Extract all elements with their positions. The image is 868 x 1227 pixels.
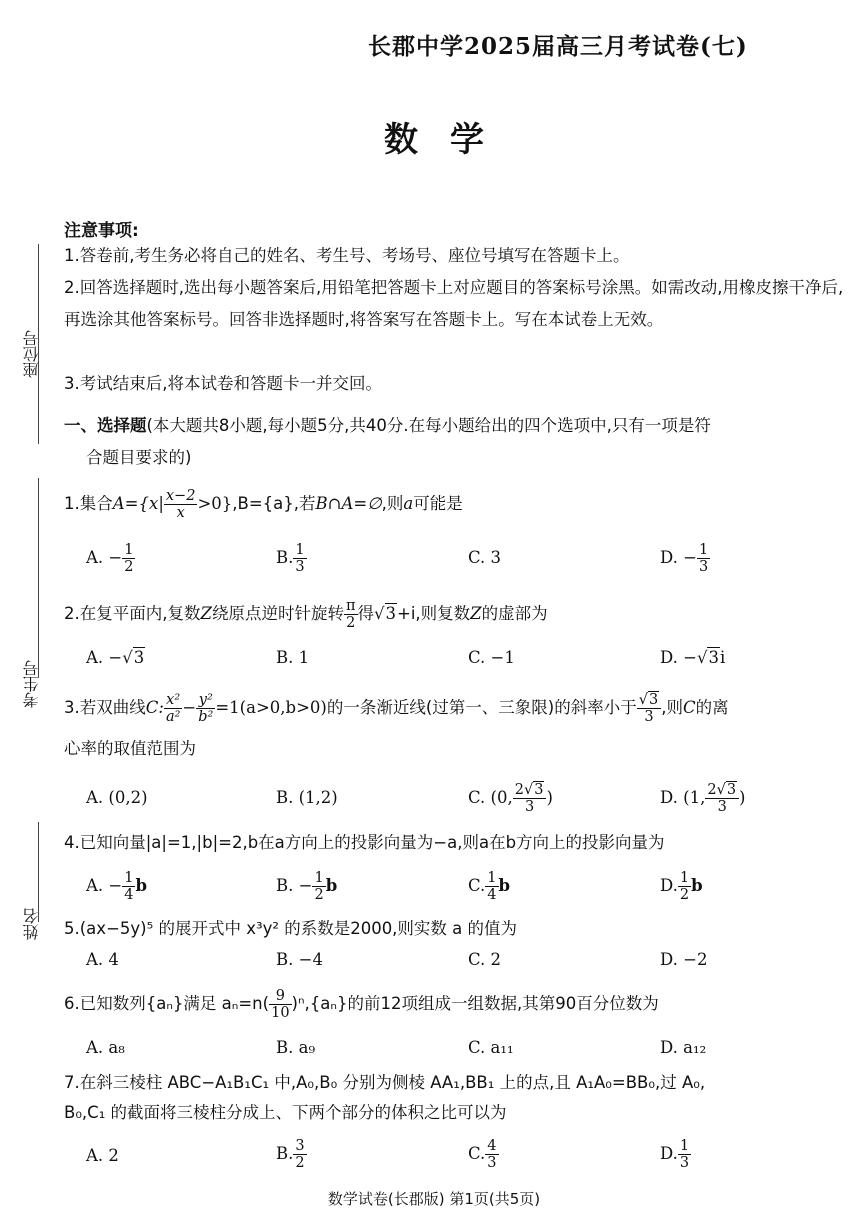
coefficient: 2 (707, 782, 717, 798)
fraction-denominator: 3 (524, 799, 535, 815)
fraction-numerator: x−2 (165, 488, 196, 504)
fraction (485, 1138, 498, 1171)
radicand: 3 (726, 782, 737, 798)
option-b[interactable]: B. a₉ (276, 1038, 316, 1057)
fraction-denominator: b² (198, 709, 214, 725)
question-7-line-2: B₀,C₁ 的截面将三棱柱分成上、下两个部分的体积之比可以为 (64, 1103, 507, 1122)
fraction-denominator: 3 (487, 1155, 497, 1171)
option-b[interactable] (276, 788, 338, 807)
question-text: 的虚部为 (481, 604, 548, 623)
question-4 (64, 828, 860, 858)
fraction-numerator: x² (164, 692, 182, 709)
fraction-denominator: 3 (717, 799, 727, 815)
fraction-denominator: 2 (295, 1155, 305, 1171)
question-number: 1. (64, 494, 80, 513)
fraction-numerator: 1 (679, 870, 690, 886)
question-text: 的一条渐近线(过第一、三象限)的斜率小于 (326, 698, 637, 717)
interval-close: ) (739, 788, 746, 807)
notice-item-2: 2.回答选择题时,选出每小题答案后,用铅笔把答题卡上对应题目的答案标号涂黑。如需改动,用橡皮擦干净后,再选涂其他答案标号。回答非选择题时,将答案写在答题卡上。写在本试卷上无效。 (64, 278, 844, 329)
sign: − (683, 648, 697, 667)
option-d[interactable]: D. a₁₂ (660, 1038, 707, 1057)
option-d[interactable] (660, 648, 725, 667)
option-label: C. (468, 788, 486, 807)
radicand: 3 (708, 648, 719, 667)
option-label: C. (468, 1144, 486, 1163)
fraction-denominator: x (176, 505, 185, 521)
fraction-denominator: 3 (679, 1155, 690, 1171)
name-label: 姓名 (22, 908, 41, 940)
fraction-denominator: 10 (271, 1005, 290, 1021)
sign: − (108, 648, 123, 667)
option-a[interactable] (86, 542, 135, 575)
fraction-numerator: √3 (637, 692, 661, 709)
section-choice-heading (64, 410, 860, 474)
fraction-denominator: 4 (487, 887, 497, 903)
fraction-denominator: 3 (698, 559, 709, 575)
fraction-numerator: 1 (698, 542, 709, 558)
fraction (164, 488, 198, 521)
question-3-line-2: 心率的取值范围为 (64, 739, 196, 758)
interval-open: (0, (490, 788, 513, 807)
set-a: A={ (112, 494, 149, 513)
question-text: 绕原点逆时针旋转 (211, 604, 344, 623)
option-b[interactable] (276, 1138, 307, 1171)
fraction-numerator: 9 (269, 988, 291, 1005)
section-desc-1: (本大题共8小题,每小题5分,共40分.在每小题给出的四个选项中,只有一项是符 (146, 416, 711, 435)
fraction (269, 988, 291, 1021)
option-label: B. (276, 876, 294, 895)
question-number: 3. (64, 698, 80, 717)
fraction-numerator: y² (196, 692, 215, 709)
question-text: 集合 (79, 494, 113, 513)
var-c: C (682, 698, 696, 717)
vector-b: b (135, 876, 148, 895)
page-footer: 数学试卷(长郡版) 第1页(共5页) (327, 1190, 541, 1208)
vector-b: b (498, 876, 511, 895)
option-value: (0,2) (108, 788, 148, 807)
question-number: 4. (64, 833, 80, 852)
question-number: 7. (64, 1073, 80, 1092)
option-value: 3 (490, 548, 502, 567)
fraction (293, 1138, 306, 1171)
interval-close: ) (546, 788, 553, 807)
question-text: (ax−5y)⁵ 的展开式中 x³y² 的系数是2000,则实数 a 的值为 (79, 919, 518, 938)
intersection-empty: B∩A=∅ (315, 494, 382, 513)
vector-b: b (325, 876, 338, 895)
fraction-numerator: π (345, 598, 356, 614)
question-number: 2. (64, 604, 80, 623)
section-title: 一、选择题 (64, 416, 147, 435)
sign: − (108, 876, 123, 895)
option-label: A. (86, 648, 104, 667)
radicand: 3 (534, 782, 544, 798)
fraction (705, 782, 739, 815)
fraction-numerator: 4 (487, 1138, 497, 1154)
fraction (196, 692, 215, 725)
option-value: 1 (298, 648, 310, 667)
option-c[interactable] (468, 1138, 499, 1171)
fraction-denominator: 2 (314, 887, 324, 903)
option-label: C. (468, 876, 486, 895)
option-value: (1,2) (298, 788, 338, 807)
fraction (678, 870, 691, 903)
notice-item-3: 3.考试结束后,将本试卷和答题卡一并交回。 (64, 374, 382, 393)
question-text: ,则 (381, 494, 404, 513)
option-label: D. (660, 548, 678, 567)
seat-label: 座位号 (22, 330, 41, 378)
option-b[interactable] (276, 870, 337, 903)
fraction-numerator: 1 (295, 542, 305, 558)
option-d[interactable] (660, 870, 703, 903)
fraction-numerator: 3 (295, 1138, 305, 1154)
fraction (344, 598, 358, 631)
option-c[interactable] (468, 548, 501, 567)
option-label: A. (86, 788, 104, 807)
fraction-denominator: 3 (644, 709, 654, 725)
coefficient: 2 (514, 782, 524, 798)
fraction (637, 692, 661, 725)
option-label: C. (468, 548, 486, 567)
option-d[interactable]: D. −2 (660, 950, 708, 969)
equation-rest: =1(a>0,b>0) (215, 698, 327, 717)
sqrt: √3 (716, 782, 737, 798)
question-1 (64, 488, 860, 521)
option-c[interactable] (468, 870, 510, 903)
gt-zero: >0} (197, 494, 233, 513)
fraction (513, 782, 547, 815)
var-x: x (149, 494, 159, 513)
option-a[interactable]: A. 4 (86, 950, 119, 969)
fraction (485, 870, 498, 903)
section-desc-2: 合题目要求的) (86, 448, 192, 467)
fraction-numerator (513, 782, 547, 799)
fraction-numerator: 1 (124, 542, 134, 558)
option-c[interactable]: C. a₁₁ (468, 1038, 514, 1057)
option-label: A. (86, 1146, 104, 1165)
exam-number-line (38, 478, 39, 678)
option-c[interactable]: C. 2 (468, 950, 502, 969)
vector-b: b (691, 876, 703, 895)
question-2 (64, 598, 860, 631)
option-c[interactable] (468, 782, 553, 815)
fraction (164, 692, 182, 725)
question-text: )ⁿ,{aₙ}的前12项组成一组数据,其第90百分位数为 (291, 994, 659, 1013)
option-value: −1 (490, 648, 515, 667)
fraction-numerator: 1 (124, 870, 134, 886)
fraction-denominator: 4 (124, 887, 134, 903)
question-text: 已知数列{aₙ}满足 aₙ=n( (79, 994, 270, 1013)
question-text: 若双曲线 (79, 698, 146, 717)
fraction-denominator: 3 (295, 559, 305, 575)
question-text: 得 (357, 604, 374, 623)
var-c: C: (145, 698, 164, 717)
subject-title: 数学 (384, 120, 516, 160)
option-label: D. (660, 1144, 678, 1163)
question-number: 6. (64, 994, 80, 1013)
option-value: 2 (108, 1146, 119, 1165)
fraction (678, 1138, 691, 1171)
bar: | (158, 494, 164, 513)
notice-item-1: 1.答卷前,考生务必将自己的姓名、考生号、考场号、座位号填写在答题卡上。 (64, 246, 630, 265)
question-5 (64, 914, 860, 944)
option-a[interactable] (86, 648, 145, 667)
sqrt: √3 (374, 604, 397, 623)
option-a[interactable] (86, 870, 147, 903)
fraction-denominator: 2 (346, 615, 356, 631)
sqrt: √3 (523, 782, 544, 798)
option-label: D. (660, 876, 678, 895)
sqrt: √3 (122, 648, 145, 667)
fraction (122, 542, 135, 575)
option-b[interactable] (276, 648, 309, 667)
question-number: 5. (64, 919, 80, 938)
option-label: B. (276, 548, 294, 567)
radicand: 3 (385, 604, 397, 623)
option-label: B. (276, 788, 294, 807)
radicand: 3 (133, 648, 145, 667)
exam-number-label: 考生号 (22, 660, 41, 708)
fraction (697, 542, 710, 575)
sign: − (298, 876, 313, 895)
option-label: D. (660, 648, 678, 667)
sign: − (108, 548, 123, 567)
fraction-denominator: 2 (124, 559, 134, 575)
sign: − (683, 548, 697, 567)
fraction-numerator (705, 782, 739, 799)
option-b[interactable]: B. −4 (276, 950, 323, 969)
question-text: 的离 (695, 698, 729, 717)
option-d[interactable] (660, 1138, 691, 1171)
question-text: 可能是 (413, 494, 463, 513)
option-a[interactable] (86, 788, 148, 807)
option-label: D. (660, 788, 678, 807)
var-z: Z (200, 604, 212, 623)
imag-unit: i (719, 648, 726, 667)
question-text: 在复平面内,复数 (79, 604, 201, 623)
exam-title: 长郡中学2025届高三月考试卷(七) (368, 33, 748, 60)
var-z: Z (470, 604, 482, 623)
fraction (312, 870, 325, 903)
option-b[interactable] (276, 542, 307, 575)
question-text: 在斜三棱柱 ABC−A₁B₁C₁ 中,A₀,B₀ 分别为侧棱 AA₁,BB₁ 上的点,且 A₁A₀=BB₀,过 A₀, (79, 1073, 706, 1092)
fraction-numerator: 1 (314, 870, 324, 886)
name-line (38, 822, 39, 922)
notice-heading: 注意事项: (64, 221, 139, 241)
sqrt: √3 (696, 648, 719, 667)
question-3 (64, 692, 860, 725)
fraction (122, 870, 135, 903)
question-6 (64, 988, 860, 1021)
option-label: A. (86, 876, 104, 895)
option-a[interactable]: A. a₈ (86, 1038, 125, 1057)
option-d[interactable] (660, 782, 745, 815)
interval-open: (1, (683, 788, 706, 807)
option-c[interactable] (468, 648, 515, 667)
question-text: ,则 (661, 698, 683, 717)
option-label: B. (276, 648, 294, 667)
minus: − (182, 698, 197, 717)
option-d[interactable] (660, 542, 710, 575)
option-label: A. (86, 548, 104, 567)
fraction-numerator: 1 (487, 870, 497, 886)
fraction-denominator: a² (165, 709, 181, 725)
var-a: a (403, 494, 414, 513)
question-text: +i,则复数 (397, 604, 471, 623)
option-label: C. (468, 648, 486, 667)
set-b: ,B={a},若 (232, 494, 316, 513)
question-text: 已知向量|a|=1,|b|=2,b在a方向上的投影向量为−a,则a在b方向上的投影向量为 (79, 833, 665, 852)
fraction-numerator: 1 (679, 1138, 690, 1154)
option-a[interactable] (86, 1146, 119, 1165)
option-label: B. (276, 1144, 294, 1163)
fraction (293, 542, 306, 575)
fraction-denominator: 2 (679, 887, 690, 903)
radicand: 3 (648, 692, 659, 708)
question-7 (64, 1068, 860, 1098)
